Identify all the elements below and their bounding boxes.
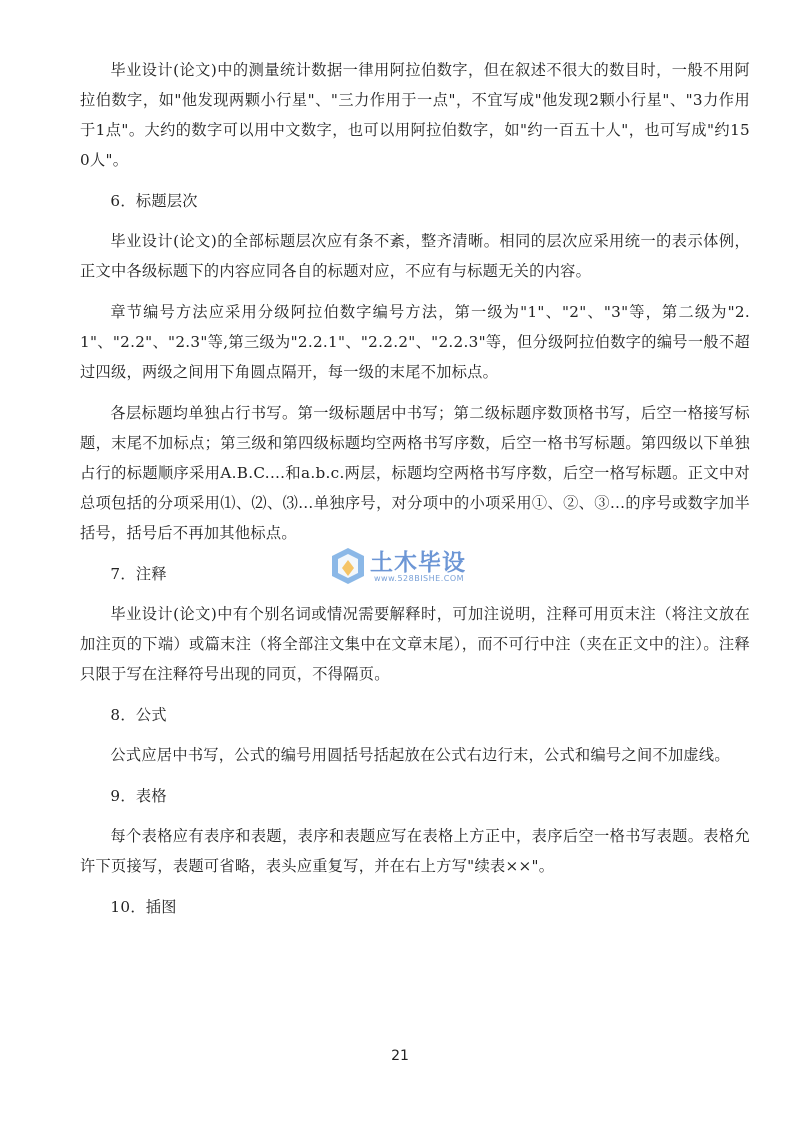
watermark-brand: 土木毕设 [370, 550, 466, 576]
section-heading-8: 8．公式 [110, 706, 167, 724]
page-number: 21 [391, 1048, 409, 1064]
section-heading-6: 6．标题层次 [110, 192, 198, 210]
section-heading-9: 9．表格 [110, 787, 167, 805]
paragraph-heading-layout: 各层标题均单独占行书写。第一级标题居中书写；第二级标题序数顶格书写，后空一格接写标题，末尾不加标点；第三级和第四级标题均空两格书写序数，后空一格书写标题。第四级以下单独占行的标题顺序采用A.B.C.…和a.b.c.两层，标题均空两格书写序数，后空一格写标题。正文中对总项包括的分项采用⑴、⑵、⑶…单独序号，对分项中的小项采用①、②、③…的序号或数字加半括号，括号后不再加其他标点。 [80, 404, 750, 542]
section-heading-7: 7．注释 [110, 565, 167, 583]
paragraph-annotations: 毕业设计(论文)中有个别名词或情况需要解释时，可加注说明，注释可用页末注（将注文放在加注页的下端）或篇末注（将全部注文集中在文章末尾），而不可行中注（夹在正文中的注）。注释只限于写在注释符号出现的同页，不得隔页。 [80, 605, 750, 683]
watermark-url: www.528BISHE.COM [374, 574, 465, 583]
paragraph-formulas: 公式应居中书写，公式的编号用圆括号括起放在公式右边行末，公式和编号之间不加虚线。 [110, 746, 730, 764]
paragraph-heading-levels: 毕业设计(论文)的全部标题层次应有条不紊，整齐清晰。相同的层次应采用统一的表示体例，正文中各级标题下的内容应同各自的标题对应，不应有与标题无关的内容。 [80, 232, 750, 280]
section-heading-10: 10．插图 [110, 898, 177, 916]
paragraph-tables: 每个表格应有表序和表题，表序和表题应写在表格上方正中，表序后空一格书写表题。表格允许下页接写，表题可省略，表头应重复写，并在右上方写"续表××"。 [80, 827, 750, 875]
paragraph-chapter-numbering: 章节编号方法应采用分级阿拉伯数字编号方法，第一级为"1"、"2"、"3"等，第二级为"2.1"、"2.2"、"2.3"等,第三级为"2.2.1"、"2.2.2"、"2.2.3"等，但分级阿拉伯数字的编号一般不超过四级，两级之间用下角圆点隔开，每一级的末尾不加标点。 [80, 303, 750, 381]
document-body [80, 55, 750, 932]
paragraph-number-usage: 毕业设计(论文)中的测量统计数据一律用阿拉伯数字，但在叙述不很大的数目时，一般不用阿拉伯数字，如"他发现两颗小行星"、"三力作用于一点"，不宜写成"他发现2颗小行星"、"3力作用于1点"。大约的数字可以用中文数字，也可以用阿拉伯数字，如"约一百五十人"，也可写成"约150人"。 [80, 61, 750, 169]
